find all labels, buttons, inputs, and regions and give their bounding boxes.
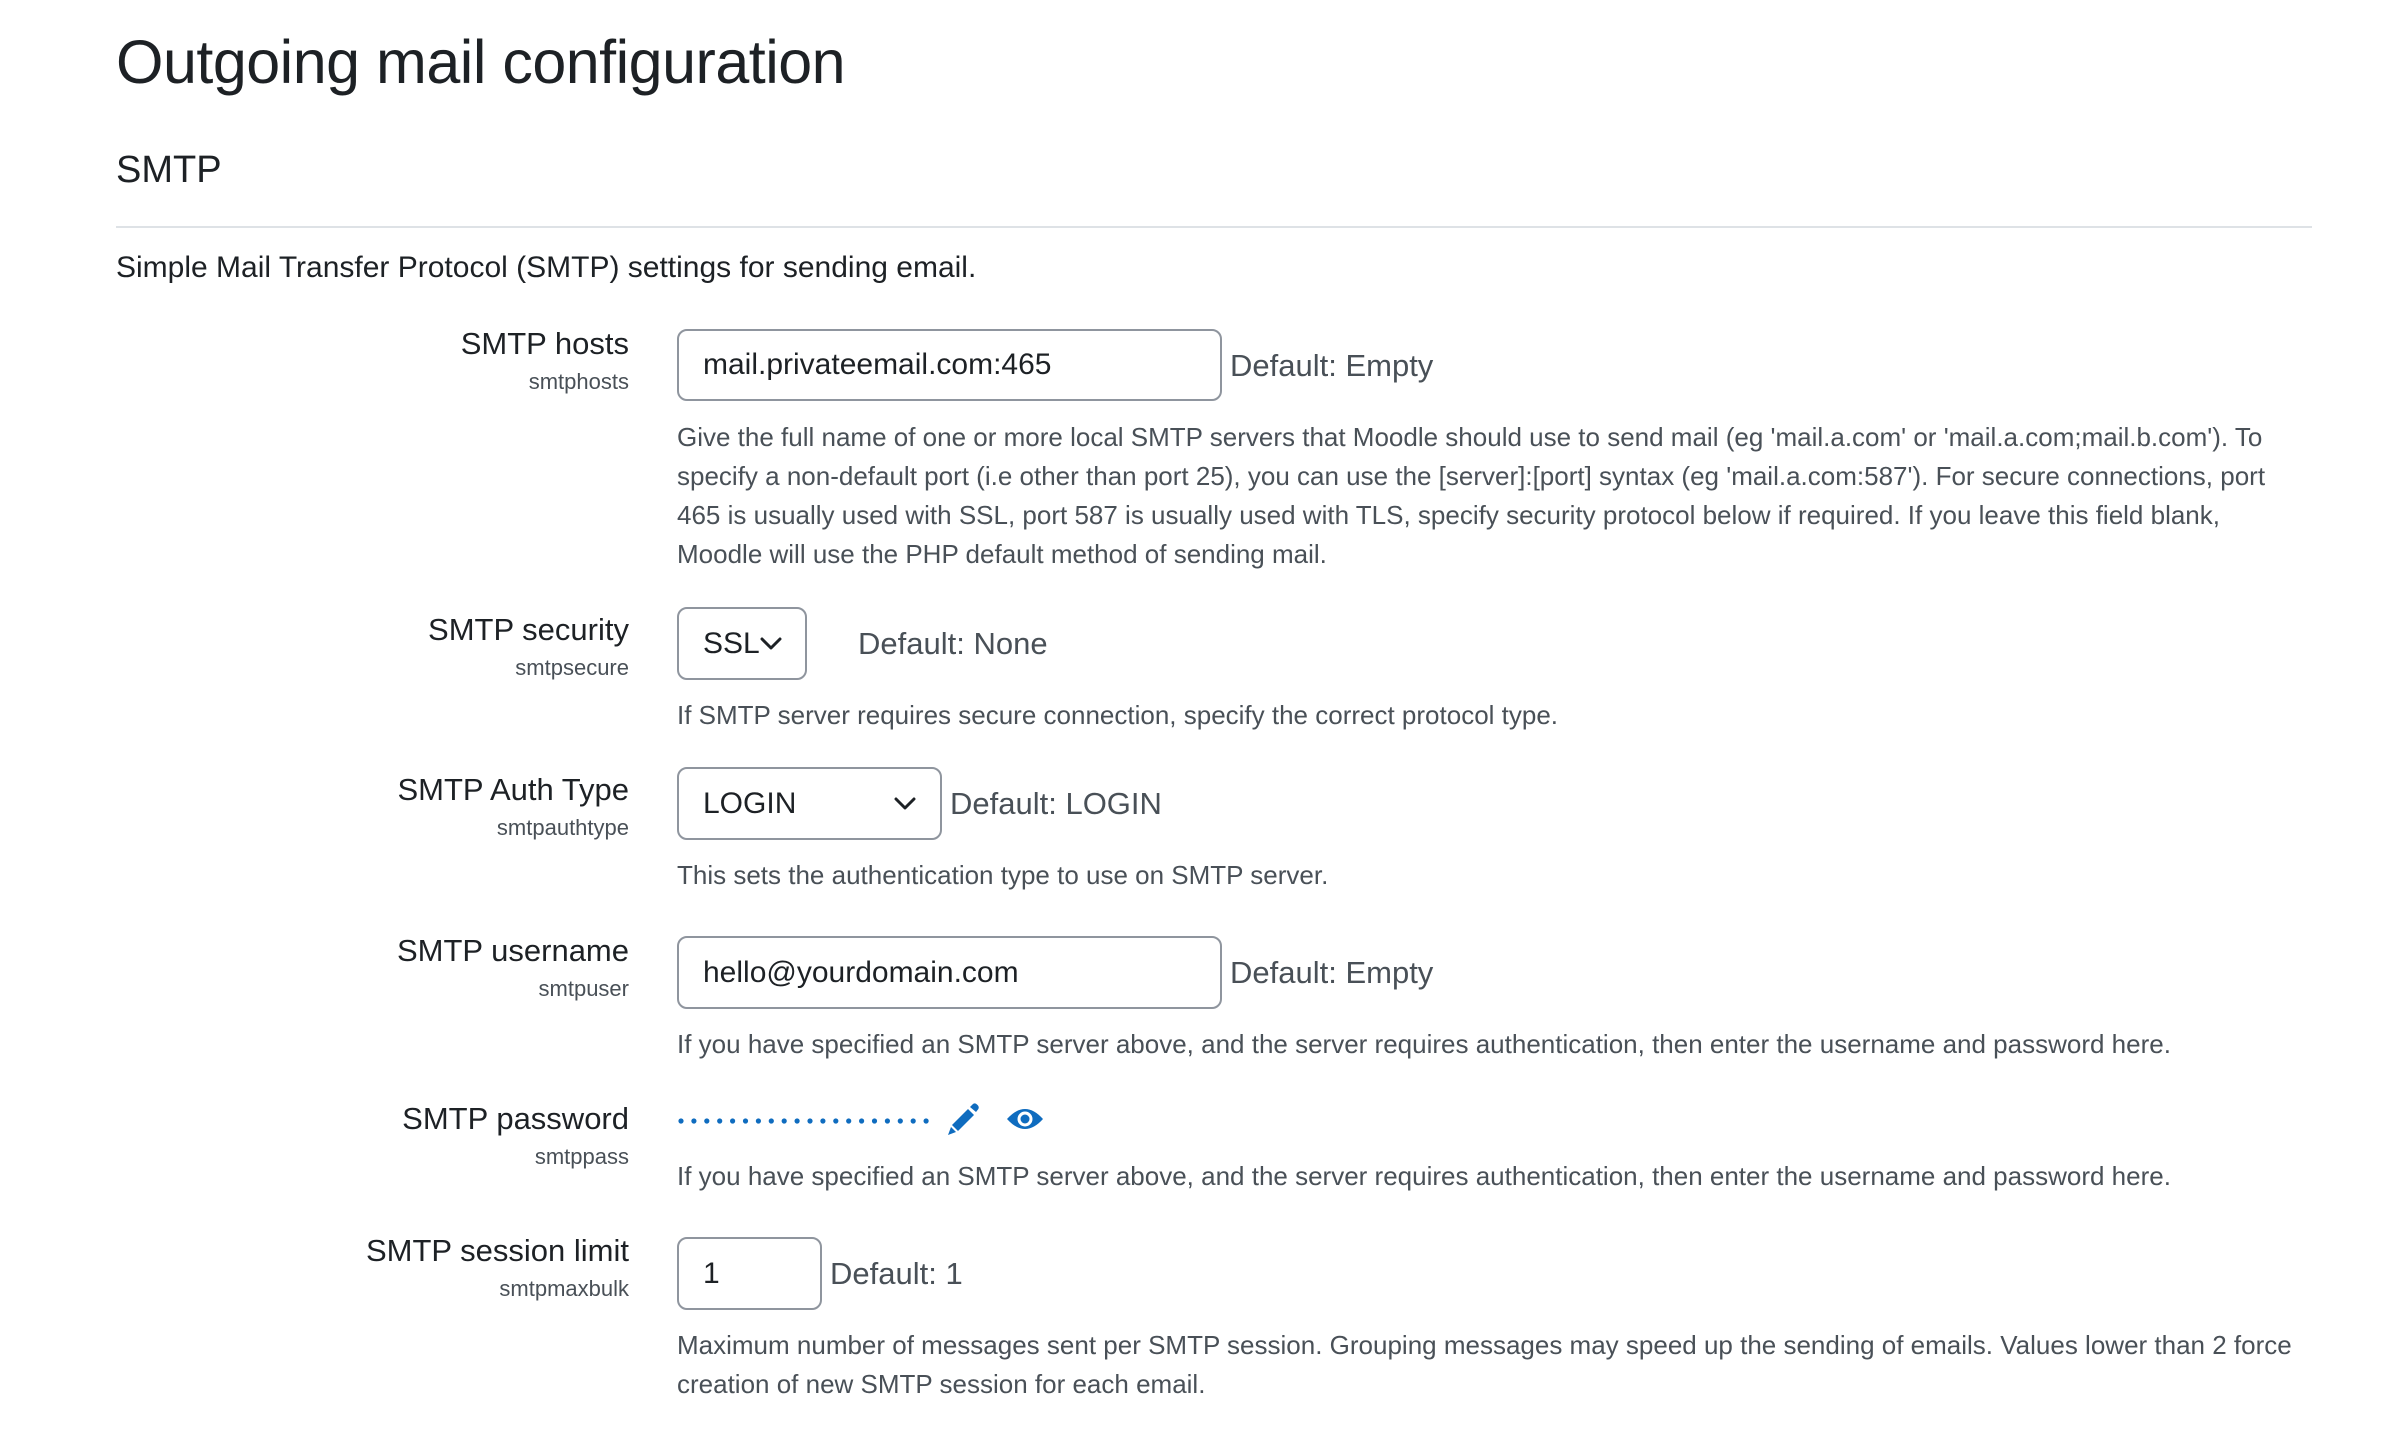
smtp-hosts-label: SMTP hosts — [460, 326, 629, 361]
page-title: Outgoing mail configuration — [116, 28, 846, 96]
smtp-session-limit-help: Maximum number of messages sent per SMTP session. Grouping messages may speed up the sending of emails. Values lower than 2 force creation of new SMTP session for each email. — [677, 1330, 2292, 1399]
smtp-username-label-group — [397, 933, 629, 1003]
password-dot — [769, 1118, 774, 1123]
smtp-security-label: SMTP security — [428, 612, 629, 647]
password-dot — [730, 1118, 735, 1123]
smtp-password-label: SMTP password — [402, 1101, 629, 1136]
password-dot — [678, 1118, 683, 1123]
smtp-session-limit-key: smtpmaxbulk — [499, 1276, 629, 1301]
edit-password-button[interactable] — [944, 1098, 982, 1140]
smtp-username-default: Default: Empty — [1230, 955, 1434, 990]
smtp-auth-type-select[interactable] — [677, 767, 942, 840]
password-dot — [691, 1118, 696, 1123]
password-dot — [898, 1118, 903, 1123]
smtp-session-limit-default: Default: 1 — [830, 1256, 963, 1291]
section-description: Simple Mail Transfer Protocol (SMTP) settings for sending email. — [116, 251, 977, 284]
smtp-hosts-default: Default: Empty — [1230, 348, 1434, 383]
password-dot — [704, 1118, 709, 1123]
password-dot — [756, 1118, 761, 1123]
smtp-security-default: Default: None — [858, 626, 1048, 661]
smtp-hosts-help: Give the full name of one or more local SMTP servers that Moodle should use to send mail (eg 'mail.a.com' or 'mail.a.com;mail.b.com'). To specify a non-default port (i.e other than port 25), you can use the [server]:[port] syntax (eg 'mail.a.com:587'). For secure connections, port 465 is usually used with SSL, port 587 is usually used with TLS, specify security protocol below if required. If you leave this field blank, Moodle will use the PHP default method of sending mail. — [677, 422, 2266, 569]
smtp-security-help: If SMTP server requires secure connection, specify the correct protocol type. — [677, 700, 1559, 730]
smtp-username-key: smtpuser — [538, 976, 629, 1001]
smtp-username-label: SMTP username — [396, 933, 629, 968]
password-dot — [859, 1118, 864, 1123]
smtp-security-selected-value: SSL — [703, 626, 760, 660]
smtp-username-input[interactable] — [677, 936, 1222, 1009]
smtp-security-select[interactable] — [677, 607, 807, 680]
smtp-auth-type-selected-value: LOGIN — [703, 786, 797, 820]
smtp-auth-type-label-group — [398, 772, 630, 842]
chevron-down-icon — [894, 797, 916, 811]
password-dot — [743, 1118, 748, 1123]
smtp-hosts-input[interactable] — [677, 329, 1222, 401]
smtp-username-help: If you have specified an SMTP server above, and the server requires authentication, then enter the username and password here. — [677, 1029, 2171, 1059]
smtp-password-help: If you have specified an SMTP server above, and the server requires authentication, then enter the username and password here. — [677, 1161, 2171, 1191]
pencil-icon — [946, 1101, 980, 1137]
smtp-session-limit-input[interactable] — [677, 1237, 822, 1310]
smtp-password-key: smtppass — [534, 1144, 629, 1169]
section-divider — [116, 226, 2312, 228]
password-dot — [795, 1118, 800, 1123]
password-dot — [807, 1118, 812, 1123]
smtp-auth-type-label: SMTP Auth Type — [397, 772, 629, 807]
smtp-hosts-label-group — [461, 326, 629, 396]
smtp-password-label-group — [402, 1101, 629, 1171]
password-dot — [782, 1118, 787, 1123]
eye-icon — [1005, 1105, 1045, 1133]
password-dot — [911, 1118, 916, 1123]
smtp-hosts-key: smtphosts — [528, 369, 629, 394]
password-dot — [717, 1118, 722, 1123]
password-dot — [820, 1118, 825, 1123]
smtp-auth-type-default: Default: LOGIN — [950, 786, 1162, 821]
password-masked-value — [677, 1110, 932, 1132]
smtp-security-label-group — [428, 612, 629, 682]
smtp-auth-type-help: This sets the authentication type to use on SMTP server. — [677, 860, 1329, 890]
password-dot — [872, 1118, 877, 1123]
password-dot — [846, 1118, 851, 1123]
smtp-security-key: smtpsecure — [515, 655, 629, 680]
reveal-password-button[interactable] — [1003, 1100, 1047, 1138]
section-title: SMTP — [116, 149, 222, 191]
smtp-session-limit-label-group — [366, 1233, 629, 1303]
smtp-auth-type-key: smtpauthtype — [496, 815, 629, 840]
password-dot — [924, 1118, 929, 1123]
password-dot — [885, 1118, 890, 1123]
password-dot — [833, 1118, 838, 1123]
smtp-session-limit-label: SMTP session limit — [366, 1233, 629, 1268]
chevron-down-icon — [760, 637, 782, 651]
